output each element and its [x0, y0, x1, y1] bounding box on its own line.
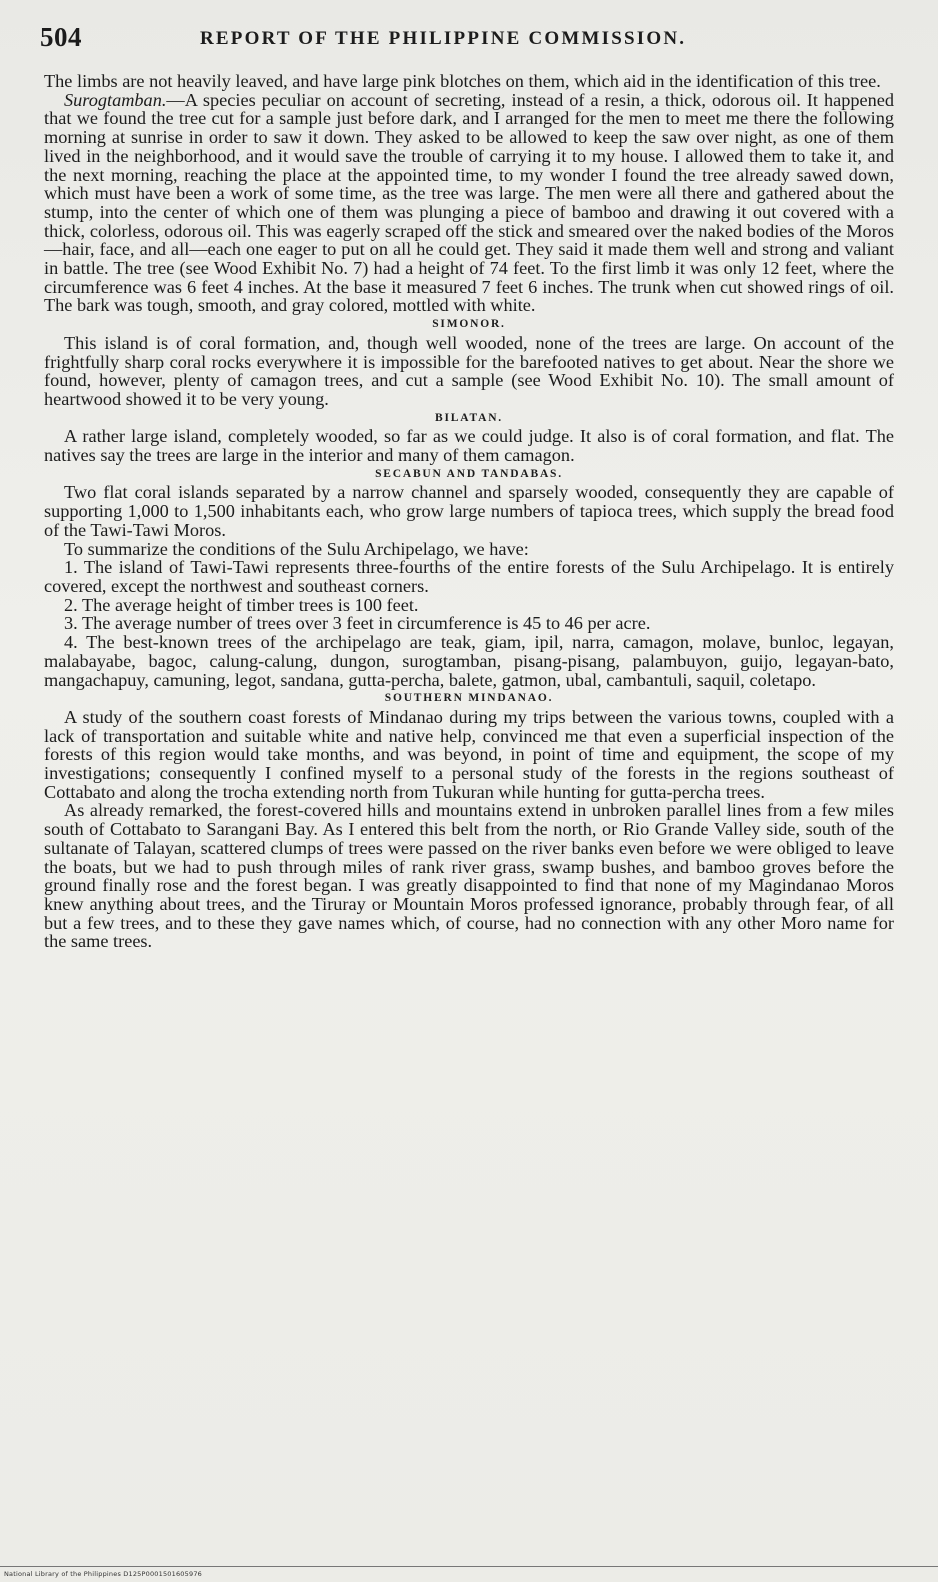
heading-southern-mindanao: SOUTHERN MINDANAO.	[384, 692, 554, 705]
footer-divider	[0, 1566, 938, 1567]
paragraph-bilatan: A rather large island, completely wooded, so far as we could judge. It also is of coral formation, and flat. The natives say the trees are large in the interior and many of them camagon.	[44, 426, 894, 466]
body-text	[44, 72, 894, 951]
page-number: 504	[40, 22, 82, 52]
running-head: REPORT OF THE PHILIPPINE COMMISSION.	[200, 28, 687, 49]
list-item: 1. The island of Tawi-Tawi represents three-fourths of the entire forests of the Sulu Archipelago. It is entirely covered, except the northwest and southeast corners.	[44, 557, 894, 596]
paragraph-secabun: Two flat coral islands separated by a narrow channel and sparsely wooded, consequently they are capable of supporting 1,000 to 1,500 inhabitants each, who grow large numbers of tapioca trees, which supply the bread food of the Tawi-Tawi Moros.	[44, 482, 894, 540]
heading-bilatan: BILATAN.	[435, 411, 503, 424]
list-item: 2. The average height of timber trees is 100 feet.	[64, 594, 419, 615]
list-item: 3. The average number of trees over 3 feet in circumference is 45 to 46 per acre.	[64, 613, 651, 634]
footer-credit: National Library of the Philippines D125P0001501605976	[4, 1570, 202, 1578]
paragraph-southern-2: As already remarked, the forest-covered hills and mountains extend in unbroken parallel lines from a few miles south of Cottabato to Sarangani Bay. As I entered this belt from the north, or Rio Grande Valley side, south of the sultanate of Talayan, scattered clumps of trees were passed on the river banks even before we were obliged to leave the boats, but we had to push through miles of rank river grass, swamp bushes, and bamboo groves before the ground finally rose and the forest began. I was greatly disappointed to find that none of my Magindanao Moros knew anything about trees, and the Tiruray or Mountain Moros professed ignorance, probably through fear, of all but a few trees, and to these they gave names which, of course, had no connection with any other Moro name for the same trees.	[44, 800, 894, 952]
paragraph-limbs: The limbs are not heavily leaved, and have large pink blotches on them, which aid in the identification of this tree.	[44, 71, 881, 91]
paragraph-summary-intro: To summarize the conditions of the Sulu Archipelago, we have:	[64, 538, 529, 559]
heading-simonor: SIMONOR.	[432, 318, 506, 331]
paragraph-southern-1: A study of the southern coast forests of Mindanao during my trips between the various towns, coupled with a lack of transportation and suitable white and native help, convinced me that even a superficial inspection of the forests of this region would take months, and was beyond, in point of time and equipment, the scope of my investigations; consequently I confined myself to a personal study of the forests in the regions southeast of Cottabato and along the trocha extending north from Tukuran while hunting for gutta-percha trees.	[44, 706, 894, 802]
heading-secabun-tandabas: SECABUN AND TANDABAS.	[375, 467, 563, 480]
species-name: Surogtamban.	[64, 89, 167, 110]
list-item: 4. The best-known trees of the archipelago are teak, giam, ipil, narra, camagon, molave, bunloc, legayan, malabayabe, bagoc, calung-calung, dungon, surogtamban, pisang-pisang, palambuyon, guijo, legayan-bato, mangachapuy, camuning, legot, sandana, gutta-percha, balete, gatmon, ubal, cambantuli, saquil, coletapo.	[44, 632, 894, 690]
paragraph-surogtamban	[44, 91, 894, 315]
paragraph-simonor: This island is of coral formation, and, though well wooded, none of the trees are large. On account of the frightfully sharp coral rocks everywhere it is impossible for the barefooted natives to get about. Near the shore we found, however, plenty of camagon trees, and cut a sample (see Wood Exhibit No. 10). The small amount of heartwood showed it to be very young.	[44, 332, 894, 409]
page-header	[40, 22, 900, 62]
paragraph-surogtamban-text: —A species peculiar on account of secreting, instead of a resin, a thick, odorous oil. It happened that we found the tree cut for a sample just before dark, and I arranged for the men to meet me there the following morning at sunrise in order to saw it down. They asked to be allowed to keep the saw over night, as one of them lived in the neighborhood, and it would save the trouble of carrying it to my house. I allowed them to take it, and the next morning, reaching the place at the appointed time, to my wonder I found the tree already sawed down, which must have been a work of some time, as the tree was large. The men were all there and gathered about the stump, into the center of which one of them was plunging a piece of bamboo and drawing it out covered with a thick, colorless, odorous oil. This was eagerly scraped off the stick and smeared over the naked bodies of the Moros—hair, face, and all—each one eager to put on all he could get. They said it made them well and strong and valiant in battle. The tree (see Wood Exhibit No. 7) had a height of 74 feet. To the first limb it was only 12 feet, where the circumference was 6 feet 4 inches. At the base it measured 7 feet 6 inches. The trunk when cut showed rings of oil. The bark was tough, smooth, and gray colored, mottled with white.	[44, 89, 894, 316]
